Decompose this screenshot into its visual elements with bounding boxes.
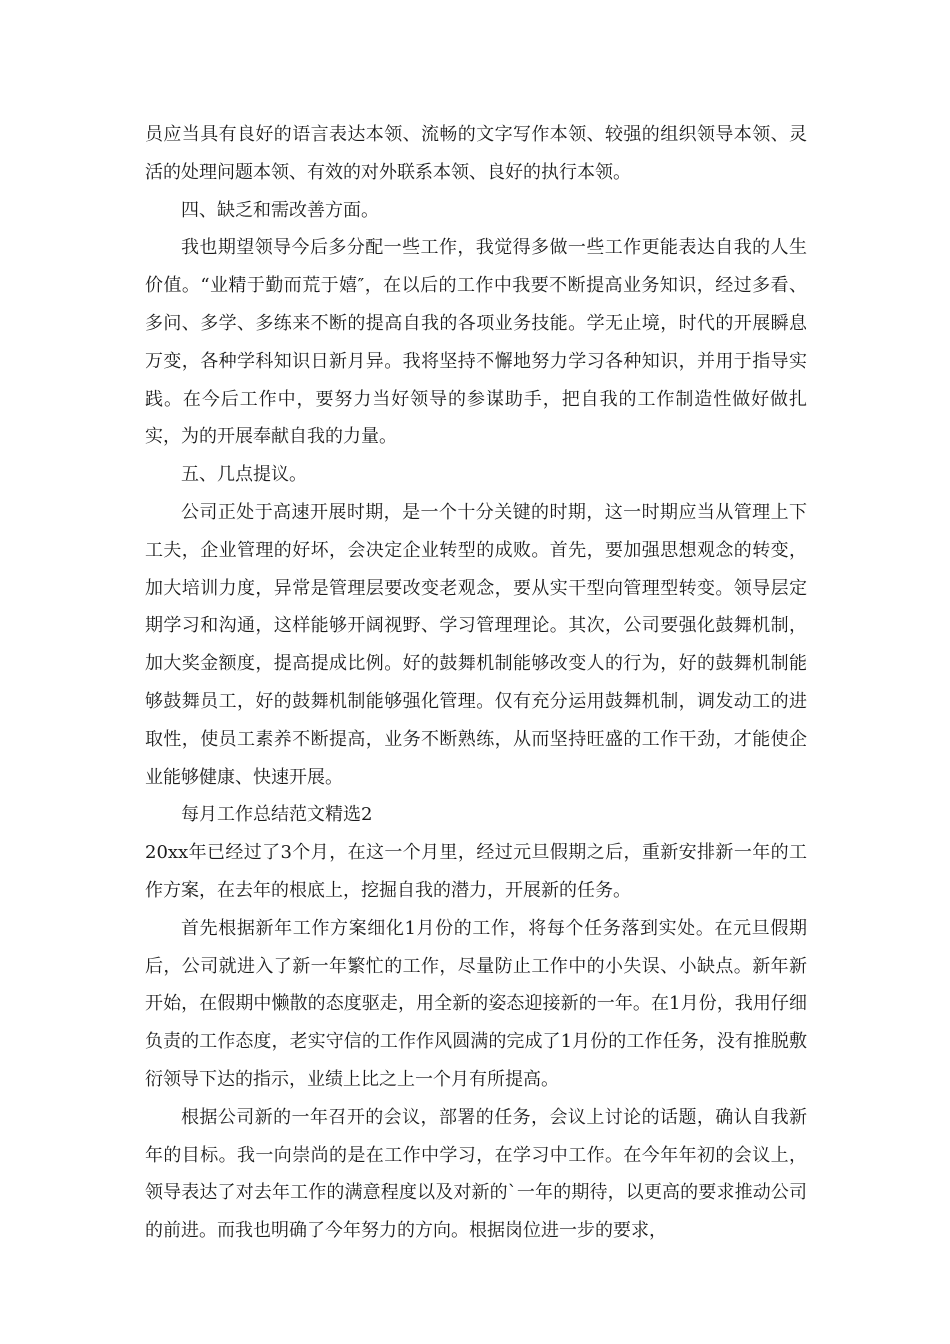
paragraph: 我也期望领导今后多分配一些工作，我觉得多做一些工作更能表达自我的人生价值。“业精于勤而荒于嬉″，在以后的工作中我要不断提高业务知识，经过多看、多问、多学、多练来不断的提高自我的各项业务技能。学无止境，时代的开展瞬息万变，各种学科知识日新月异。我将坚持不懈地努力学习各种知识，并用于指导实践。在今后工作中，要努力当好领导的参谋助手，把自我的工作制造性做好做扎实，为的开展奉献自我的力量。	[145, 237, 807, 448]
article-title: 每月工作总结范文精选2	[181, 804, 373, 826]
section-heading: 四、缺乏和需改善方面。	[181, 199, 379, 221]
section-heading: 五、几点提议。	[181, 464, 307, 486]
paragraph: 20xx年已经过了3个月，在这一个月里，经过元旦假期之后，重新安排新一年的工作方案，在去年的根底上，挖掘自我的潜力，开展新的任务。	[145, 842, 807, 901]
paragraph: 公司正处于高速开展时期，是一个十分关键的时期，这一时期应当从管理上下工夫，企业管理的好坏，会决定企业转型的成败。首先，要加强思想观念的转变，加大培训力度，异常是管理层要改变老观念，要从实干型向管理型转变。领导层定期学习和沟通，这样能够开阔视野、学习管理理论。其次，公司要强化鼓舞机制，加大奖金额度，提高提成比例。好的鼓舞机制能够改变人的行为，好的鼓舞机制能够鼓舞员工，好的鼓舞机制能够强化管理。仅有充分运用鼓舞机制，调发动工的进取性，使员工素养不断提高，业务不断熟练，从而坚持旺盛的工作干劲，才能使企业能够健康、快速开展。	[145, 501, 807, 788]
document-body	[145, 116, 807, 1250]
paragraph: 根据公司新的一年召开的会议，部署的任务，会议上讨论的话题，确认自我新年的目标。我一向崇尚的是在工作中学习，在学习中工作。在今年年初的会议上，领导表达了对去年工作的满意程度以及对新的`一年的期待，以更高的要求推动公司的前进。而我也明确了今年努力的方向。根据岗位进一步的要求，	[145, 1106, 807, 1242]
paragraph: 员应当具有良好的语言表达本领、流畅的文字写作本领、较强的组织领导本领、灵活的处理问题本领、有效的对外联系本领、良好的执行本领。	[145, 124, 807, 183]
paragraph: 首先根据新年工作方案细化1月份的工作，将每个任务落到实处。在元旦假期后，公司就进入了新一年繁忙的工作，尽量防止工作中的小失误、小缺点。新年新开始，在假期中懒散的态度驱走，用全新的姿态迎接新的一年。在1月份，我用仔细负责的工作态度，老实守信的工作作风圆满的完成了1月份的工作任务，没有推脱敷衍领导下达的指示，业绩上比之上一个月有所提高。	[145, 917, 807, 1090]
